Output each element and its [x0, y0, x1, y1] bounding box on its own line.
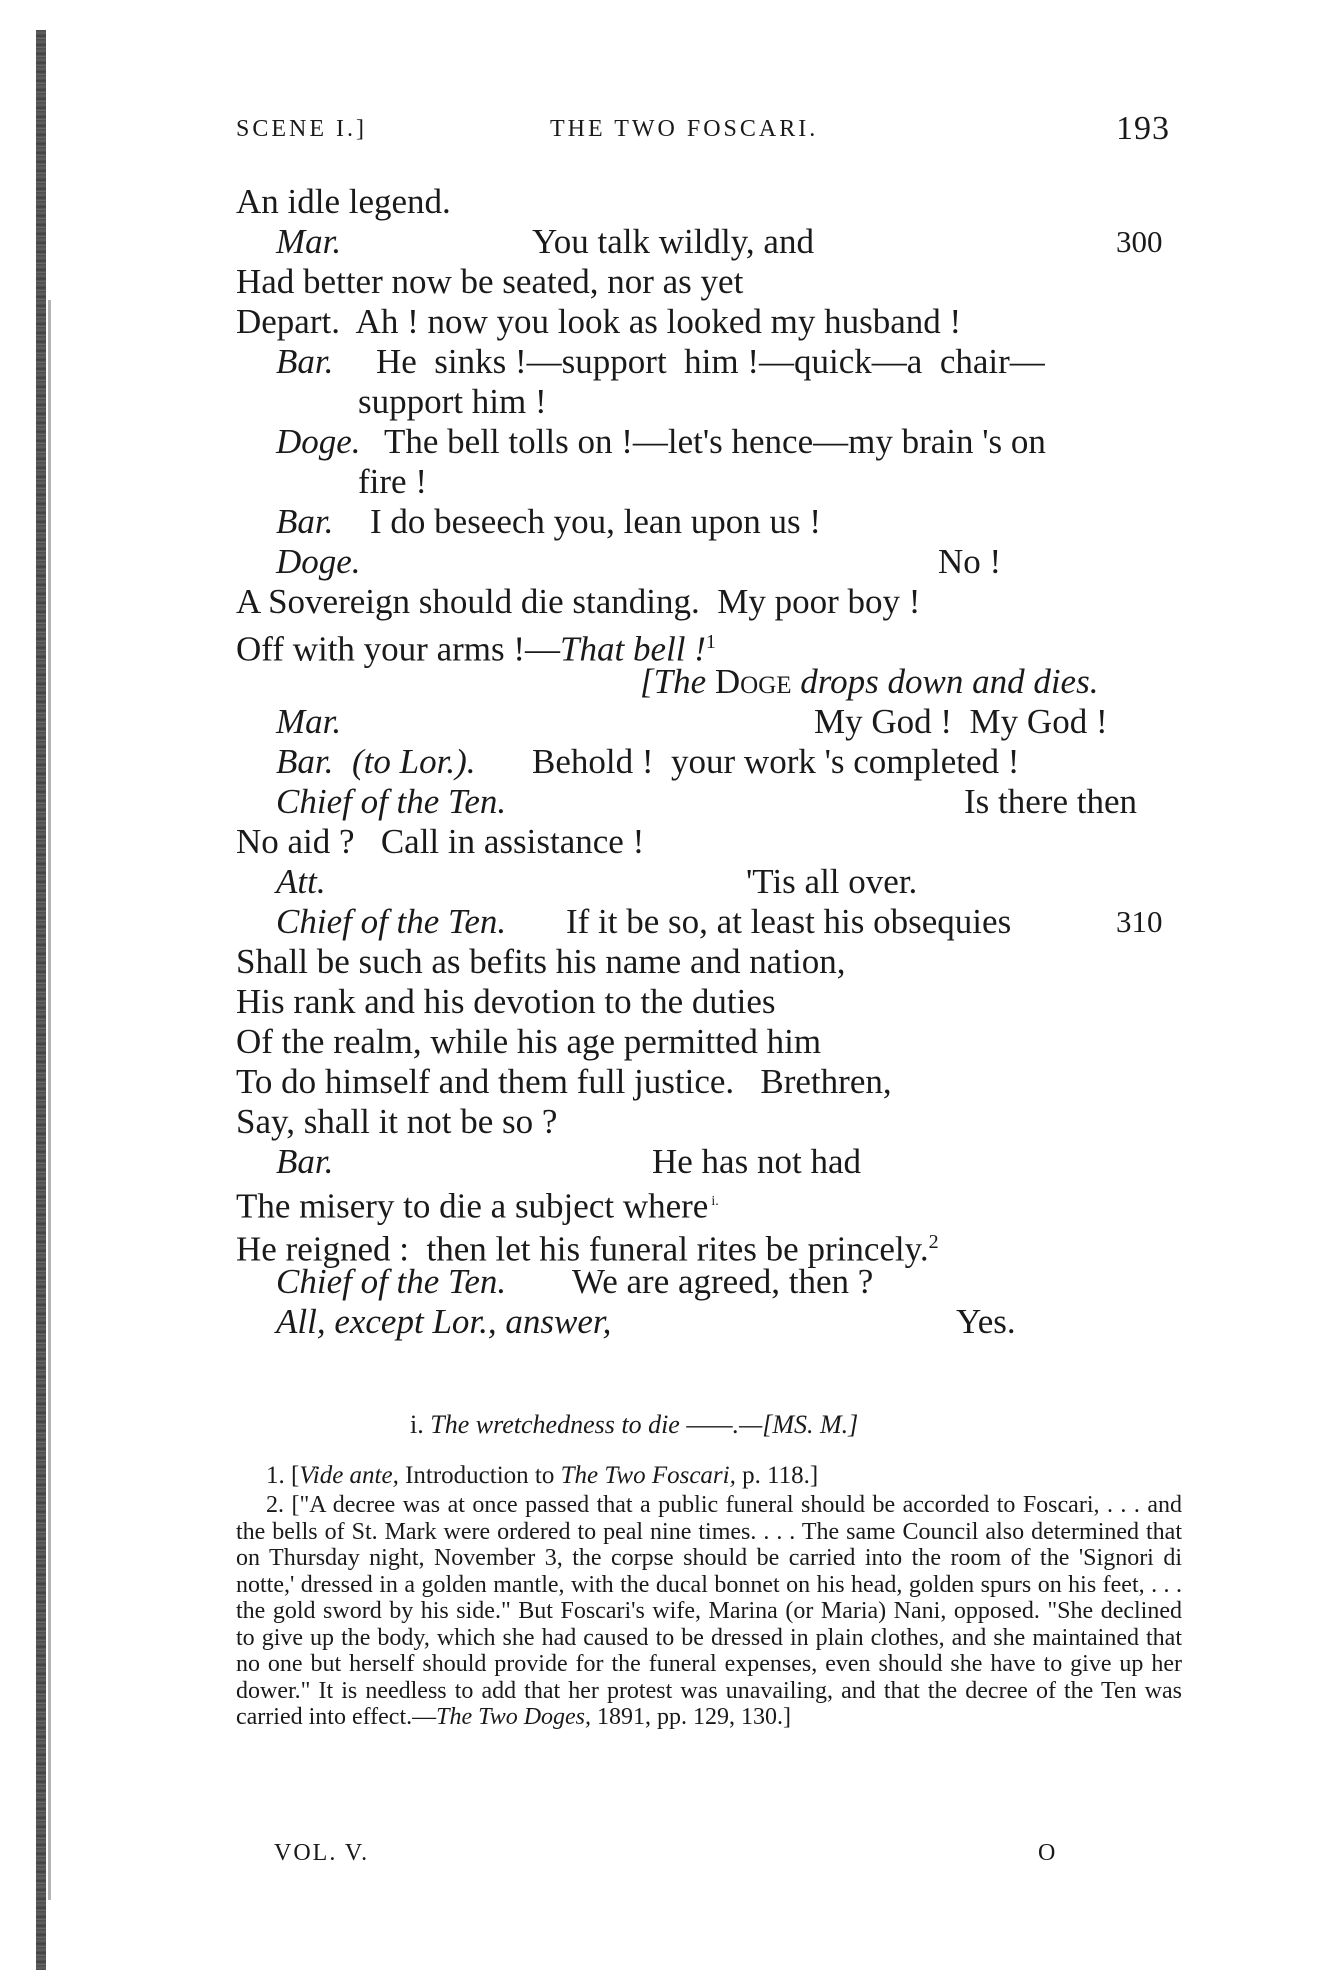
- verse-line: [0, 1262, 1328, 1302]
- footnote-2-text: ["A decree was at once passed that a public funeral should be accorded to Foscari, . . . and the bells of St. Mark were ordered to peal nine times. . . . The same Council also determined that on Thursday night, November 3, the corpse should be carried into the room of the 'Signori di notte,' dressed in a golden mantle, with the ducal bonnet on his head, golden spurs on his feet, . . . the gold sword by his side." But Foscari's wife, Marina (or Maria) Nani, opposed. "She declined to give up the body, which she had caused to be dressed in plain clothes, and she maintained that no one but herself should provide for the funeral expenses, even should she have to give up her dower." It is needless to add that her protest was unavailing, and that the decree of the Ten was carried into effect.—: [236, 1492, 1182, 1730]
- line-text-roman: The misery to die a subject where: [236, 1186, 709, 1226]
- line-text: His rank and his devotion to the duties: [236, 982, 776, 1021]
- stage-character: Doge: [714, 662, 792, 701]
- speaker: Bar.: [276, 342, 334, 381]
- verse-line: [0, 502, 1328, 542]
- line-text: Of the realm, while his age permitted him: [236, 1022, 822, 1061]
- line-text-roman: Off with your arms !—: [236, 629, 561, 669]
- line-text-roman: He reigned : then let his funeral rites be princely.: [236, 1229, 929, 1269]
- line-text: A Sovereign should die standing. My poor boy !: [236, 582, 921, 621]
- variant-mark: i.: [711, 1194, 719, 1209]
- footnote-1-number: 1.: [266, 1462, 285, 1489]
- stage-direction: [0, 662, 1328, 702]
- footnote-1-post: p. 118.]: [735, 1462, 819, 1489]
- speech: He has not had: [652, 1142, 861, 1181]
- variant-note: [410, 1410, 858, 1440]
- speaker: Bar.: [276, 742, 334, 781]
- speech: Yes.: [956, 1302, 1016, 1341]
- footnote-1-mid: Introduction to: [398, 1462, 561, 1489]
- verse-text: [0, 182, 1328, 1342]
- speaker: Bar.: [276, 502, 334, 541]
- speech: We are agreed, then ?: [572, 1262, 874, 1301]
- line-text: [236, 1182, 719, 1227]
- speech: If it be so, at least his obsequies: [566, 902, 1012, 941]
- running-header: [0, 110, 1328, 150]
- line-text: Had better now be seated, nor as yet: [236, 262, 744, 301]
- verse-line: [0, 382, 1328, 422]
- footnote-1-open: [: [291, 1462, 300, 1489]
- speaker: Bar.: [276, 1142, 334, 1181]
- footnote-1-title: The Two Foscari,: [560, 1462, 736, 1489]
- line-text-italic: That bell !: [560, 629, 706, 669]
- speech: He sinks !—support him !—quick—a chair—: [376, 342, 1045, 381]
- speaker: All, except Lor., answer,: [276, 1302, 612, 1341]
- speech: Is there then: [964, 782, 1137, 821]
- verse-line: [0, 182, 1328, 222]
- line-number: 310: [1116, 904, 1163, 939]
- line-text: An idle legend.: [236, 182, 451, 221]
- stage-open: [The: [640, 662, 707, 701]
- verse-line: [0, 942, 1328, 982]
- stage-direction-text: [640, 662, 1098, 702]
- verse-line: [0, 1102, 1328, 1142]
- footnote-2-tail: 1891, pp. 129, 130.]: [591, 1704, 792, 1730]
- verse-line: [0, 742, 1328, 782]
- header-scene: SCENE I.]: [236, 116, 367, 142]
- verse-line: [0, 582, 1328, 622]
- verse-line: [0, 542, 1328, 582]
- footnote-mark: 1: [705, 631, 716, 653]
- verse-line: [0, 302, 1328, 342]
- verse-line: [0, 862, 1328, 902]
- footnote-1: [266, 1462, 818, 1490]
- verse-line: [0, 1302, 1328, 1342]
- speech: Behold ! your work 's completed !: [532, 742, 1020, 781]
- speaker: Doge.: [276, 542, 361, 581]
- verse-line: [0, 342, 1328, 382]
- speaker: Doge.: [276, 422, 361, 461]
- speech: No !: [938, 542, 1002, 581]
- line-number: 300: [1116, 224, 1163, 259]
- verse-line: [0, 262, 1328, 302]
- line-text: Say, shall it not be so ?: [236, 1102, 558, 1141]
- speaker: Chief of the Ten.: [276, 1262, 507, 1301]
- header-title: THE TWO FOSCARI.: [550, 116, 819, 142]
- variant-note-source: —[MS. M.]: [739, 1410, 859, 1439]
- speech: 'Tis all over.: [746, 862, 918, 901]
- verse-line: [0, 1222, 1328, 1269]
- footnote-mark: 2: [928, 1231, 939, 1253]
- speaker: Mar.: [276, 702, 342, 741]
- variant-note-text: The wretchedness to die ——.: [430, 1410, 740, 1439]
- verse-line: [0, 1022, 1328, 1062]
- verse-line: [0, 1062, 1328, 1102]
- footer-signature: O: [1038, 1840, 1058, 1866]
- speaker: Chief of the Ten.: [276, 902, 507, 941]
- variant-note-label: i.: [410, 1410, 424, 1439]
- verse-line: [0, 1142, 1328, 1182]
- line-text: fire !: [358, 462, 427, 501]
- page-number: 193: [1116, 110, 1170, 147]
- verse-line: [0, 222, 1328, 262]
- footer-volume: VOL. V.: [274, 1840, 370, 1866]
- line-text: support him !: [358, 382, 547, 421]
- verse-line: [0, 902, 1328, 942]
- speaker: Chief of the Ten.: [276, 782, 507, 821]
- verse-line: [0, 982, 1328, 1022]
- speaker: Att.: [276, 862, 326, 901]
- footnote-2: [236, 1492, 1182, 1731]
- speech: My God ! My God !: [814, 702, 1108, 741]
- verse-line: [0, 622, 1328, 669]
- verse-line: [0, 462, 1328, 502]
- footnote-2-body: [236, 1492, 1182, 1731]
- stage-aside: (to Lor.).: [352, 742, 476, 781]
- verse-line: [0, 702, 1328, 742]
- speech: I do beseech you, lean upon us !: [370, 502, 821, 541]
- speaker: Mar.: [276, 222, 342, 261]
- line-text: To do himself and them full justice. Brethren,: [236, 1062, 892, 1101]
- verse-line: [0, 1182, 1328, 1226]
- footnote-2-source: The Two Doges,: [436, 1704, 592, 1730]
- stage-action: drops down and dies.: [800, 662, 1099, 701]
- verse-line: [0, 822, 1328, 862]
- line-text: Depart. Ah ! now you look as looked my husband !: [236, 302, 962, 341]
- verse-line: [0, 782, 1328, 822]
- footnote-2-number: 2.: [266, 1492, 284, 1518]
- speech: You talk wildly, and: [532, 222, 814, 261]
- footnote-1-vide: Vide ante,: [299, 1462, 399, 1489]
- speech: The bell tolls on !—let's hence—my brain 's on: [384, 422, 1046, 461]
- line-text: No aid ? Call in assistance !: [236, 822, 645, 861]
- line-text: Shall be such as befits his name and nation,: [236, 942, 846, 981]
- verse-line: [0, 422, 1328, 462]
